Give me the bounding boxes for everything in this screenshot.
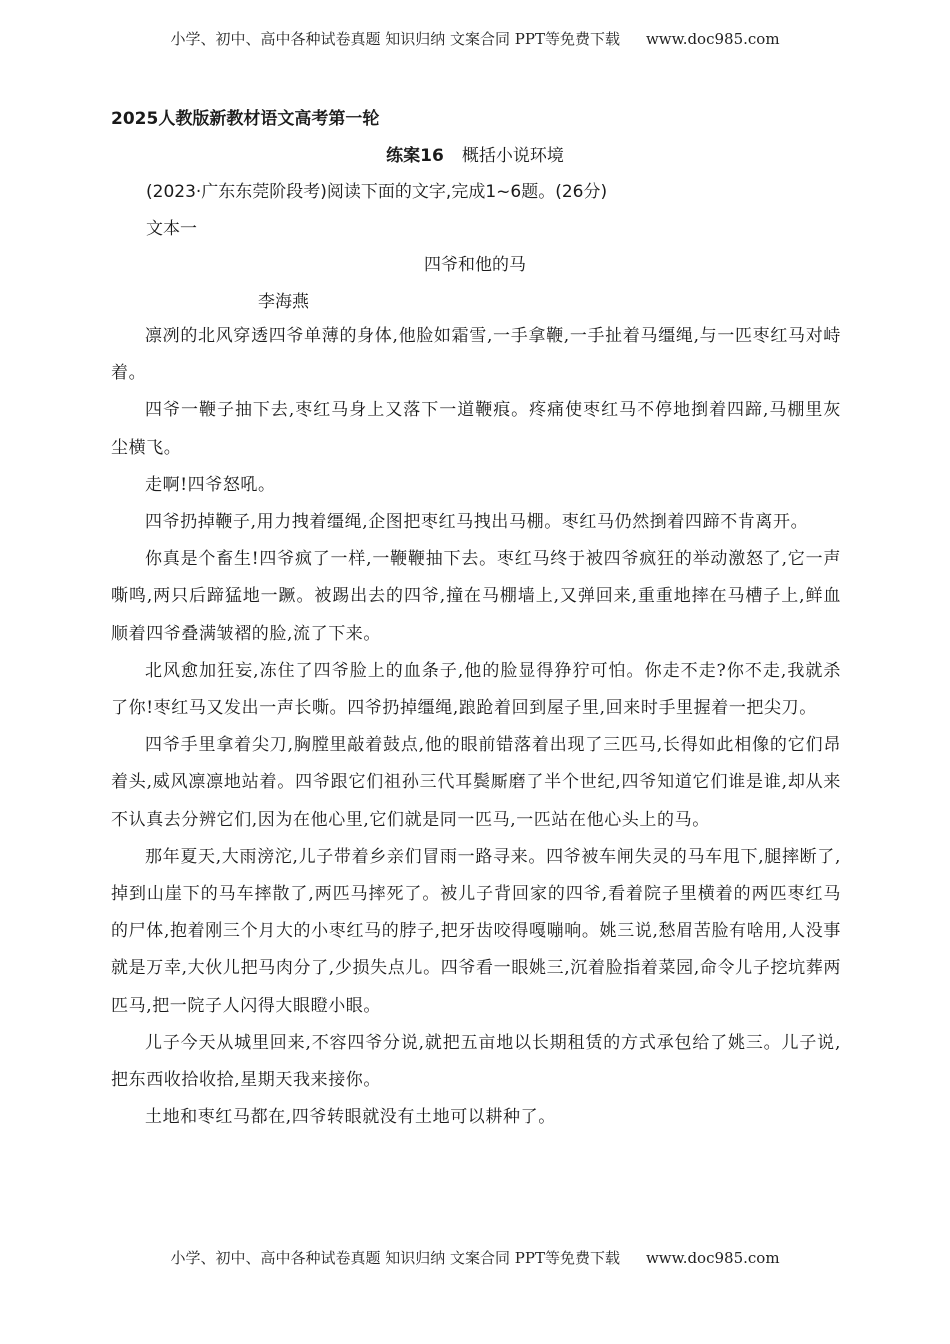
text-label: 文本一: [146, 219, 197, 239]
footer-url: www.doc985.com: [645, 1249, 780, 1267]
paragraph: 儿子今天从城里回来,不容四爷分说,就把五亩地以长期租赁的方式承包给了姚三。儿子说,把东西收拾收拾,星期天我来接你。: [111, 1032, 841, 1091]
page-header: [0, 28, 950, 49]
paragraph: 凛冽的北风穿透四爷单薄的身体,他脸如霜雪,一手拿鞭,一手扯着马缰绳,与一匹枣红马对峙着。: [111, 326, 841, 384]
header-url: www.doc985.com: [645, 30, 780, 48]
paragraph: 你真是个畜生!四爷疯了一样,一鞭鞭抽下去。枣红马终于被四爷疯狂的举动激怒了,它一声嘶鸣,两只后蹄猛地一蹶。被踢出去的四爷,撞在马棚墙上,又弹回来,重重地摔在马槽子上,鲜血顺着四爷叠满皱褶的脸,流了下来。: [111, 549, 841, 644]
footer-text: 小学、初中、高中各种试卷真题 知识归纳 文案合同 PPT等免费下载: [170, 1249, 620, 1267]
paragraph: 四爷一鞭子抽下去,枣红马身上又落下一道鞭痕。疼痛使枣红马不停地捯着四蹄,马棚里灰尘横飞。: [111, 400, 841, 458]
exercise-topic: 概括小说环境: [461, 146, 564, 166]
story-title: 四爷和他的马: [424, 255, 526, 275]
paragraph: 四爷手里拿着尖刀,胸膛里敲着鼓点,他的眼前错落着出现了三匹马,长得如此相像的它们昂着头,威风凛凛地站着。四爷跟它们祖孙三代耳鬓厮磨了半个世纪,四爷知道它们谁是谁,却从来不认真去分辨它们,因为在他心里,它们就是同一匹马,一匹站在他心头上的马。: [111, 735, 841, 830]
story-body: [111, 318, 841, 1136]
paragraph: 走啊!四爷怒吼。: [145, 474, 276, 495]
exercise-heading: [0, 141, 950, 166]
series-title: 2025人教版新教材语文高考第一轮: [111, 109, 380, 129]
story-author: 李海燕: [258, 292, 309, 312]
page-footer: [0, 1247, 950, 1268]
paragraph: 四爷扔掉鞭子,用力拽着缰绳,企图把枣红马拽出马棚。枣红马仍然捯着四蹄不肯离开。: [145, 512, 809, 533]
paragraph: 北风愈加狂妄,冻住了四爷脸上的血条子,他的脸显得狰狞可怕。你走不走?你不走,我就杀了你!枣红马又发出一声长嘶。四爷扔掉缰绳,踉跄着回到屋子里,回来时手里握着一把尖刀。: [111, 660, 841, 719]
paragraph: 那年夏天,大雨滂沱,儿子带着乡亲们冒雨一路寻来。四爷被车闸失灵的马车甩下,腿摔断了,掉到山崖下的马车摔散了,两匹马摔死了。被儿子背回家的四爷,看着院子里横着的两匹枣红马的尸体,抱着刚三个月大的小枣红马的脖子,把牙齿咬得嘎嘣响。姚三说,愁眉苦脸有啥用,人没事就是万幸,大伙儿把马肉分了,少损失点儿。四爷看一眼姚三,沉着脸指着菜园,命令儿子挖坑葬两匹马,把一院子人闪得大眼瞪小眼。: [111, 846, 841, 1016]
header-text: 小学、初中、高中各种试卷真题 知识归纳 文案合同 PPT等免费下载: [170, 30, 620, 48]
paragraph: 土地和枣红马都在,四爷转眼就没有土地可以耕种了。: [145, 1107, 556, 1128]
instruction-line: (2023·广东东莞阶段考)阅读下面的文字,完成1~6题。(26分): [146, 182, 608, 202]
exercise-number: 练案16: [386, 146, 444, 166]
